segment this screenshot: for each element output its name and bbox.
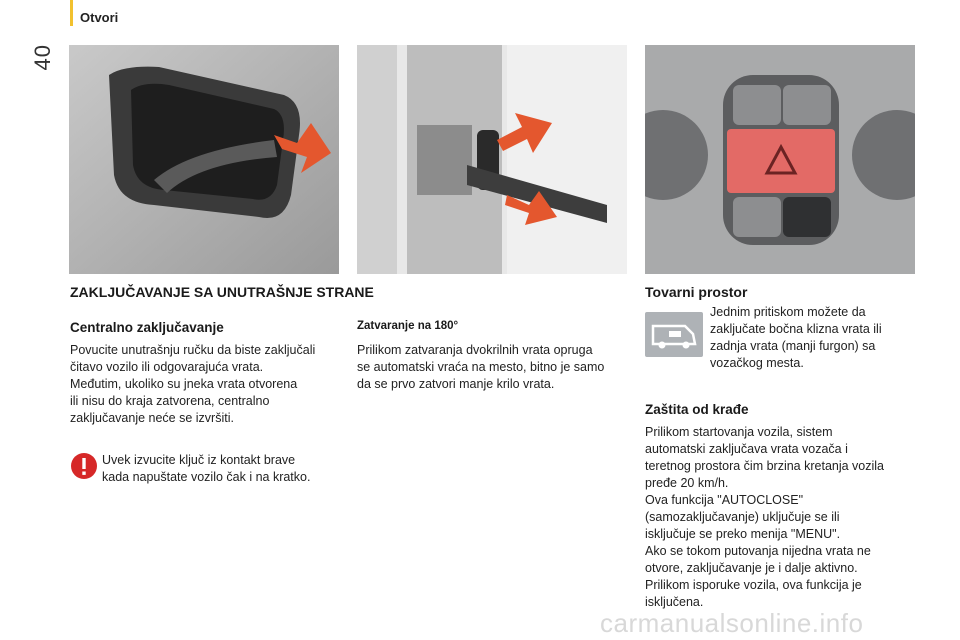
closing-180-heading: Zatvaranje na 180° <box>357 320 459 332</box>
door-hinge-illustration <box>357 45 627 274</box>
cargo-area-text: Jednim pritiskom možete da zaključate bočna klizna vrata ili zadnja vrata (manji furgon) sa vozačkog mesta. <box>710 305 882 370</box>
door-handle-illustration <box>69 45 339 274</box>
interior-locking-heading: ZAKLJUČAVANJE SA UNUTRAŠNJE STRANE <box>70 284 374 300</box>
watermark: carmanualsonline.info <box>600 608 864 638</box>
section-title: Otvori <box>80 10 119 25</box>
header-accent-bar <box>70 0 73 26</box>
central-locking-text: Povucite unutrašnju ručku da biste zaključali čitavo vozilo ili odgovarajuća vrata. Međutim, ukoliko su jneka vrata otvorena ili nisu do kraja zatvorena, centralno zaključavanje neće se izvršiti. <box>70 343 316 425</box>
dashboard-buttons-photo <box>645 45 915 274</box>
warning-text: Uvek izvucite ključ iz kontakt brave kada napuštate vozilo čak i na kratko. <box>102 453 311 484</box>
page-number: 40 <box>30 44 55 71</box>
central-locking-heading: Centralno zaključavanje <box>70 320 224 335</box>
cargo-lock-icon <box>645 312 703 357</box>
cargo-area-heading: Tovarni prostor <box>645 284 748 300</box>
door-hinge-photo <box>357 45 627 274</box>
dashboard-buttons-illustration <box>645 45 915 274</box>
closing-180-text: Prilikom zatvaranja dvokrilnih vrata opruga se automatski vraća na mesto, bitno je samo da se prvo zatvori manje krilo vrata. <box>357 343 605 391</box>
theft-protection-heading: Zaštita od krađe <box>645 402 749 417</box>
warning-icon <box>70 452 98 480</box>
door-handle-photo <box>69 45 339 274</box>
van-icon <box>645 312 703 357</box>
theft-protection-text: Prilikom startovanja vozila, sistem automatski zaključava vrata vozača i teretnog prostora čim brzina kretanja vozila pređe 20 km/h. Ova funkcija "AUTOCLOSE" (samozaključavanje) uključuje se ili isključuje se preko menija "MENU". Ako se tokom putovanja nijedna vrata ne otvore, zaključavanje je i dalje aktivno. Prilikom isporuke vozila, ova funkcija je isključena. <box>645 425 885 609</box>
